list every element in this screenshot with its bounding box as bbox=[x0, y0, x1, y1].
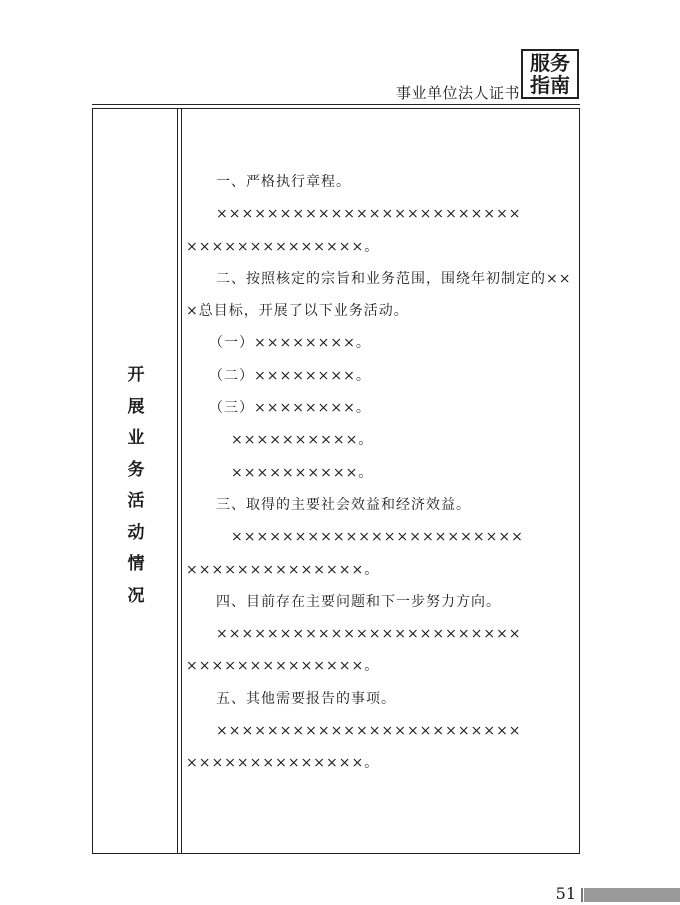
header-rule bbox=[92, 104, 580, 105]
content-line: （一）××××××××。 bbox=[186, 335, 371, 352]
content-line: ××××××××××××××。 bbox=[186, 755, 380, 772]
activity-content bbox=[186, 166, 576, 780]
content-line: 二、按照核定的宗旨和业务范围，围绕年初制定的×× bbox=[186, 270, 572, 287]
content-line: ×总目标，开展了以下业务活动。 bbox=[186, 303, 409, 320]
content-line: ××××××××××。 bbox=[186, 432, 374, 449]
label-char: 活 bbox=[127, 491, 145, 511]
content-line: 四、目前存在主要问题和下一步努力方向。 bbox=[186, 593, 501, 610]
content-line: ×××××××××××××××××××××××× bbox=[186, 626, 522, 643]
label-char: 情 bbox=[127, 554, 145, 574]
document-title: 事业单位法人证书 bbox=[395, 84, 520, 102]
content-line: （三）××××××××。 bbox=[186, 400, 371, 417]
label-char: 展 bbox=[127, 396, 145, 417]
content-line: ××××××××××××××××××××××× bbox=[186, 529, 524, 546]
content-line: ×××××××××××××××××××××××× bbox=[186, 723, 522, 740]
column-divider-inner bbox=[181, 108, 182, 854]
footer-tick bbox=[581, 888, 583, 902]
page-number: 51 bbox=[555, 884, 576, 903]
content-line: ××××××××××××××。 bbox=[186, 561, 380, 578]
label-char: 动 bbox=[127, 522, 145, 543]
content-line: 三、取得的主要社会效益和经济效益。 bbox=[186, 496, 471, 513]
content-line: 一、严格执行章程。 bbox=[186, 174, 351, 190]
content-line: ×××××××××××××××××××××××× bbox=[186, 206, 522, 223]
column-divider bbox=[177, 108, 178, 854]
label-char: 开 bbox=[127, 365, 145, 385]
footer-bar bbox=[584, 888, 680, 902]
row-label-business-activities bbox=[120, 360, 152, 612]
content-line: ××××××××××。 bbox=[186, 464, 374, 481]
label-char: 务 bbox=[127, 459, 145, 480]
badge-line-2: 指南 bbox=[530, 73, 570, 97]
badge-line-1: 服务 bbox=[530, 51, 570, 75]
content-line: 五、其他需要报告的事项。 bbox=[186, 690, 396, 707]
content-line: ××××××××××××××。 bbox=[186, 238, 380, 255]
label-char: 业 bbox=[127, 428, 145, 448]
service-guide-badge bbox=[521, 49, 579, 99]
label-char: 况 bbox=[127, 585, 145, 606]
content-line: ××××××××××××××。 bbox=[186, 658, 380, 675]
content-line: （二）××××××××。 bbox=[186, 367, 371, 384]
